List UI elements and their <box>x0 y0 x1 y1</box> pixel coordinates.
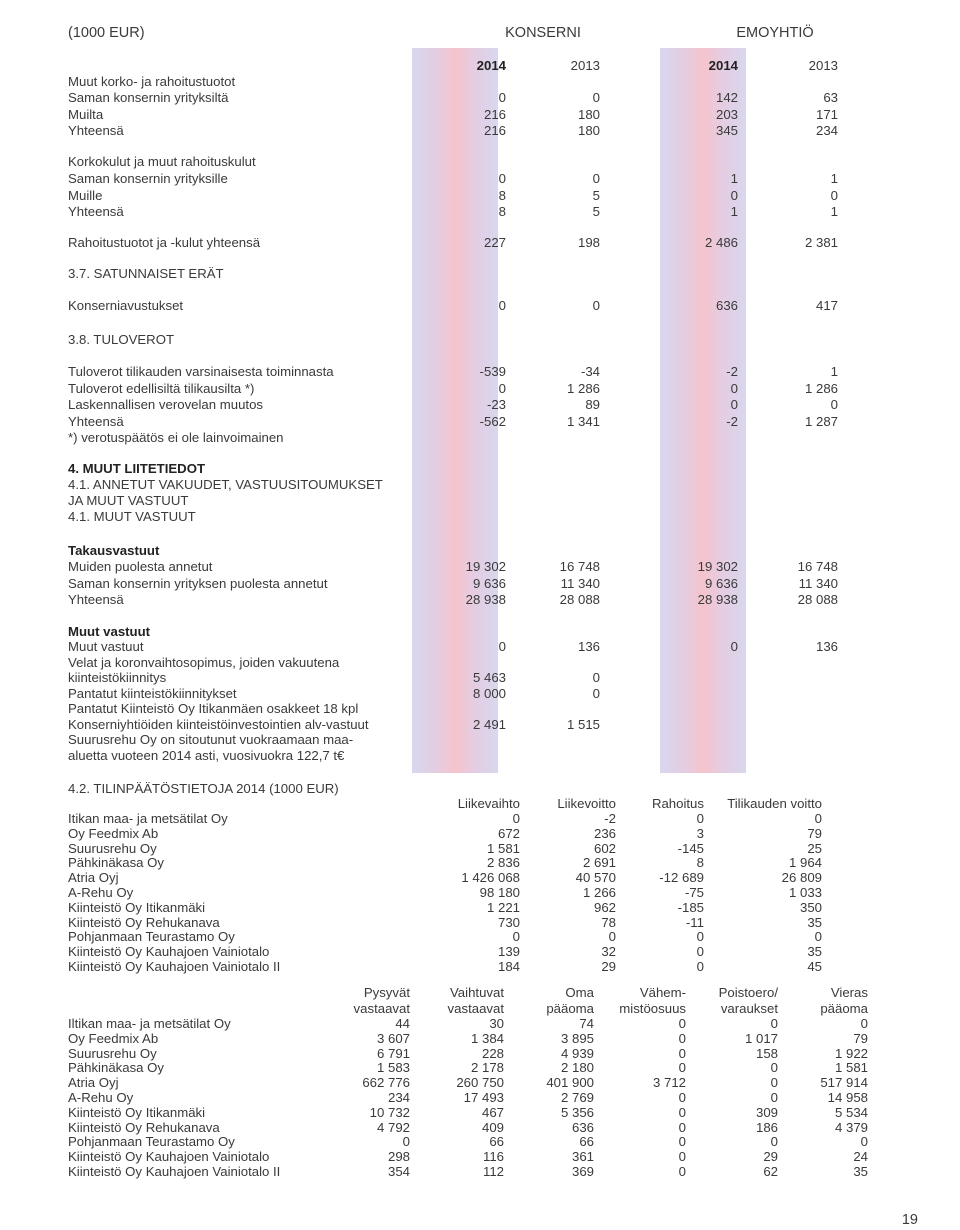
row-value: -539 <box>479 364 506 379</box>
table-cell: 158 <box>755 1045 778 1061</box>
row-value: 8 <box>498 204 506 219</box>
row-label: Saman konsernin yrityksiltä <box>68 90 229 105</box>
table-cell: 186 <box>755 1119 778 1135</box>
table-cell: 354 <box>387 1164 410 1179</box>
table-cell: 0 <box>770 1075 778 1091</box>
table-cell: 17 493 <box>463 1090 504 1105</box>
table-cell: 66 <box>489 1134 504 1150</box>
row-label: Muilta <box>68 106 104 122</box>
row-value: 136 <box>815 639 838 654</box>
table-cell: 112 <box>482 1164 504 1179</box>
table-row-label: Kiinteistö Oy Rehukanava <box>68 914 220 930</box>
table-cell: 4 379 <box>834 1119 868 1135</box>
table-cell: 962 <box>593 899 616 915</box>
table-cell: 24 <box>853 1149 868 1165</box>
row-label: aluetta vuoteen 2014 asti, vuosivuokra 122,7 t€ <box>68 747 345 763</box>
section-heading: Muut vastuut <box>68 624 151 639</box>
table-cell: 662 776 <box>362 1075 410 1091</box>
row-label: Yhteensä <box>68 592 124 607</box>
section-heading: Korkokulut ja muut rahoituskulut <box>68 154 256 169</box>
footnote: *) verotuspäätös ei ole lainvoimainen <box>68 430 284 445</box>
table-row-label: Kiinteistö Oy Kauhajoen Vainiotalo <box>68 944 270 960</box>
table-cell: 0 <box>678 1134 686 1150</box>
row-value: 0 <box>592 685 600 701</box>
table-cell: 234 <box>387 1090 410 1105</box>
table-cell: 74 <box>579 1016 594 1031</box>
table-cell: 8 <box>696 855 704 871</box>
section-heading: JA MUUT VASTUUT <box>68 493 189 508</box>
row-value: 16 748 <box>797 559 838 574</box>
section-heading: 4.1. ANNETUT VAKUUDET, VASTUUSITOUMUKSET <box>68 477 383 492</box>
table-cell: 45 <box>807 959 822 974</box>
row-label: Muut vastuut <box>68 639 144 654</box>
table-cell: 0 <box>696 929 704 945</box>
row-value: -2 <box>726 364 738 379</box>
table-cell: 0 <box>696 944 704 960</box>
row-value: 19 302 <box>697 559 738 574</box>
row-value: 417 <box>815 298 838 313</box>
row-value: 1 <box>830 364 838 379</box>
table-cell: 44 <box>395 1016 410 1031</box>
row-value: 227 <box>483 235 506 250</box>
row-label: kiinteistökiinnitys <box>68 670 167 685</box>
table-cell: 0 <box>678 1104 686 1120</box>
row-value: 11 340 <box>560 575 600 591</box>
table-cell: 29 <box>601 959 616 974</box>
table-cell: 0 <box>678 1030 686 1046</box>
row-value: 1 <box>730 171 738 186</box>
row-value: 0 <box>592 670 600 685</box>
year-header: 2014 <box>708 58 738 73</box>
table-cell: 78 <box>601 914 616 930</box>
page-number: 19 <box>901 1212 918 1228</box>
table-cell: 0 <box>402 1134 410 1150</box>
table-cell: 14 958 <box>827 1090 868 1105</box>
table-cell: -185 <box>677 899 704 915</box>
table-row-label: Kiinteistö Oy Kauhajoen Vainiotalo II <box>68 959 281 974</box>
row-value: 0 <box>498 639 506 654</box>
row-value: 0 <box>498 298 506 313</box>
row-value: 28 938 <box>465 592 506 607</box>
table-cell: 236 <box>593 825 616 841</box>
row-value: 8 000 <box>472 685 506 701</box>
table-cell: 730 <box>497 914 520 930</box>
table-cell: -75 <box>684 885 704 900</box>
table-row-label: Kiinteistö Oy Itikanmäki <box>68 1104 206 1120</box>
row-value: 216 <box>483 123 506 138</box>
table-cell: 1 581 <box>834 1060 868 1076</box>
table-cell: -145 <box>677 840 704 856</box>
table-cell: 2 836 <box>486 855 520 871</box>
row-value: 16 748 <box>559 559 600 574</box>
table-cell: 3 <box>696 825 704 841</box>
table-cell: 29 <box>763 1149 778 1165</box>
row-value: 19 302 <box>465 559 506 574</box>
table-cell: 0 <box>678 1016 686 1031</box>
table-cell: 409 <box>481 1119 504 1135</box>
table-cell: 32 <box>601 944 616 960</box>
table-row-label: Kiinteistö Oy Kauhajoen Vainiotalo <box>68 1149 270 1165</box>
row-value: 142 <box>715 90 738 105</box>
row-value: 0 <box>830 187 838 203</box>
row-label: Muiden puolesta annetut <box>68 559 213 574</box>
column-header: vastaavat <box>447 1001 504 1016</box>
table-cell: 0 <box>678 1149 686 1165</box>
table-cell: 40 570 <box>575 870 616 886</box>
row-value: 234 <box>815 123 838 138</box>
table-cell: 260 750 <box>456 1075 504 1091</box>
table-cell: 369 <box>571 1164 594 1179</box>
row-label: Laskennallisen verovelan muutos <box>68 397 263 412</box>
row-label: Pantatut Kiinteistö Oy Itikanmäen osakkeet 18 kpl <box>68 701 359 716</box>
row-value: 5 463 <box>472 670 506 685</box>
row-label: Tuloverot edellisiltä tilikausilta *) <box>68 380 255 396</box>
row-value: 28 088 <box>797 592 838 607</box>
table-cell: 98 180 <box>479 885 520 900</box>
row-label: Yhteensä <box>68 123 124 138</box>
row-value: 5 <box>592 204 600 219</box>
row-value: 5 <box>592 187 600 203</box>
table-cell: 184 <box>497 959 520 974</box>
column-header: pääoma <box>820 1001 868 1016</box>
konserni-heading: KONSERNI <box>505 25 581 41</box>
table-cell: 25 <box>807 840 822 856</box>
row-label: Pantatut kiinteistökiinnitykset <box>68 685 237 701</box>
table-cell: 10 732 <box>369 1104 410 1120</box>
row-value: 345 <box>715 123 738 138</box>
column-header: Poistoero/ <box>718 985 778 1000</box>
table-cell: 6 791 <box>376 1045 410 1061</box>
column-header: Vaihtuvat <box>449 985 504 1000</box>
column-header: Tilikauden voitto <box>727 796 822 811</box>
row-label: Konserniavustukset <box>68 298 184 313</box>
table-cell: 0 <box>770 1016 778 1031</box>
table-cell: 26 809 <box>781 870 822 886</box>
table-cell: 5 534 <box>834 1104 868 1120</box>
table-cell: 672 <box>497 825 520 841</box>
section-heading: 4. MUUT LIITETIEDOT <box>68 461 206 476</box>
column-header: Liikevaihto <box>457 796 520 811</box>
row-label: Suurusrehu Oy on sitoutunut vuokraamaan maa- <box>68 732 354 747</box>
table-row-label: Kiinteistö Oy Itikanmäki <box>68 899 206 915</box>
table-cell: 0 <box>678 1119 686 1135</box>
row-value: -23 <box>486 397 506 412</box>
table-cell: 79 <box>807 825 822 841</box>
row-label: Muille <box>68 187 103 203</box>
table-row-label: Atria Oyj <box>68 1075 119 1091</box>
section-heading: Takausvastuut <box>68 543 160 558</box>
row-value: 2 486 <box>704 235 738 250</box>
year-header: 2014 <box>476 58 506 73</box>
table-cell: 1 426 068 <box>461 870 520 886</box>
emoyhtio-heading: EMOYHTIÖ <box>736 25 814 41</box>
row-value: 1 286 <box>566 380 600 396</box>
table-cell: 0 <box>696 959 704 974</box>
row-value: 63 <box>823 90 838 105</box>
table-cell: 0 <box>860 1134 868 1150</box>
table-cell: 79 <box>853 1030 868 1046</box>
table-cell: -2 <box>604 811 616 826</box>
column-header: Rahoitus <box>651 796 704 811</box>
row-value: 0 <box>498 90 506 105</box>
table-cell: 0 <box>678 1090 686 1105</box>
table-cell: -12 689 <box>659 870 704 886</box>
row-label: Rahoitustuotot ja -kulut yhteensä <box>68 235 261 250</box>
row-value: 1 287 <box>804 413 838 429</box>
unit-label: (1000 EUR) <box>68 25 145 41</box>
table-cell: 467 <box>481 1104 504 1120</box>
table-cell: 0 <box>512 811 520 826</box>
row-value: 0 <box>592 298 600 313</box>
row-value: 180 <box>577 123 600 138</box>
row-value: 1 <box>830 204 838 219</box>
row-value: 2 491 <box>472 716 506 732</box>
table-cell: 361 <box>571 1149 594 1165</box>
table-cell: 0 <box>860 1016 868 1031</box>
table-row-label: Pohjanmaan Teurastamo Oy <box>68 929 235 945</box>
row-label: Saman konsernin yrityksille <box>68 171 228 186</box>
table-cell: 35 <box>807 944 822 960</box>
table-row-label: Atria Oyj <box>68 870 119 886</box>
table-cell: 35 <box>853 1164 868 1179</box>
table-cell: 3 712 <box>652 1075 686 1091</box>
row-value: -34 <box>580 364 600 379</box>
table-cell: 3 895 <box>560 1030 594 1046</box>
column-header: varaukset <box>720 1001 778 1016</box>
table-cell: 0 <box>770 1060 778 1076</box>
section-heading: 4.2. TILINPÄÄTÖSTIETOJA 2014 (1000 EUR) <box>68 781 339 796</box>
row-value: 203 <box>715 106 738 122</box>
table-cell: 350 <box>799 899 822 915</box>
table-cell: 1 922 <box>834 1045 868 1061</box>
table-cell: 62 <box>763 1164 778 1179</box>
table-row-label: Oy Feedmix Ab <box>68 825 159 841</box>
row-value: 28 938 <box>697 592 738 607</box>
table-row-label: Kiinteistö Oy Kauhajoen Vainiotalo II <box>68 1164 281 1179</box>
column-header: vastaavat <box>353 1001 410 1016</box>
row-value: 198 <box>577 235 600 250</box>
table-cell: 1 583 <box>376 1060 410 1076</box>
row-value: 8 <box>498 187 506 203</box>
table-row-label: Itikan maa- ja metsätilat Oy <box>68 811 228 826</box>
column-header: Vieras <box>830 985 868 1000</box>
row-value: 136 <box>577 639 600 654</box>
table-cell: 0 <box>814 929 822 945</box>
row-label: Yhteensä <box>68 204 124 219</box>
row-value: 180 <box>577 106 600 122</box>
table-cell: 401 900 <box>546 1075 594 1091</box>
table-cell: 517 914 <box>820 1075 868 1091</box>
row-label: Saman konsernin yrityksen puolesta annetut <box>68 575 328 591</box>
table-row-label: Pohjanmaan Teurastamo Oy <box>68 1134 235 1150</box>
section-heading: 3.7. SATUNNAISET ERÄT <box>68 266 224 281</box>
section-heading: Muut korko- ja rahoitustuotot <box>68 74 236 89</box>
column-header: Vähem- <box>639 985 686 1000</box>
row-value: 0 <box>830 397 838 412</box>
table-cell: 1 964 <box>788 855 822 871</box>
table-row-label: Kiinteistö Oy Rehukanava <box>68 1119 220 1135</box>
row-value: -562 <box>479 413 506 429</box>
table-cell: -11 <box>685 914 704 930</box>
row-value: 0 <box>730 187 738 203</box>
row-value: 0 <box>592 90 600 105</box>
row-value: -2 <box>726 413 738 429</box>
row-value: 11 340 <box>798 575 838 591</box>
table-cell: 228 <box>481 1045 504 1061</box>
row-label: Konserniyhtiöiden kiinteistöinvestointien alv-vastuut <box>68 716 369 732</box>
row-label: Yhteensä <box>68 413 124 429</box>
table-cell: 0 <box>512 929 520 945</box>
table-cell: 0 <box>608 929 616 945</box>
table-cell: 0 <box>678 1164 686 1179</box>
row-value: 216 <box>483 106 506 122</box>
table-cell: 0 <box>770 1134 778 1150</box>
table-cell: 66 <box>579 1134 594 1150</box>
table-cell: 0 <box>678 1045 686 1061</box>
section-heading: 4.1. MUUT VASTUUT <box>68 509 196 524</box>
row-value: 1 286 <box>804 380 838 396</box>
row-value: 0 <box>730 380 738 396</box>
table-cell: 116 <box>482 1149 504 1165</box>
row-value: 0 <box>592 171 600 186</box>
table-cell: 602 <box>593 840 616 856</box>
row-value: 0 <box>498 380 506 396</box>
table-cell: 1 221 <box>486 899 520 915</box>
row-value: 9 636 <box>704 575 738 591</box>
table-cell: 30 <box>489 1016 504 1031</box>
section-heading: 3.8. TULOVEROT <box>68 332 175 347</box>
table-cell: 0 <box>678 1060 686 1076</box>
table-cell: 2 178 <box>470 1060 504 1076</box>
table-cell: 1 581 <box>486 840 520 856</box>
table-row-label: Pähkinäkasa Oy <box>68 855 165 871</box>
table-cell: 139 <box>497 944 520 960</box>
row-value: 2 381 <box>804 235 838 250</box>
table-cell: 0 <box>770 1090 778 1105</box>
column-header: Oma <box>565 985 594 1000</box>
table-cell: 1 384 <box>470 1030 504 1046</box>
table-cell: 298 <box>387 1149 410 1165</box>
row-value: 171 <box>815 106 838 122</box>
table-row-label: A-Rehu Oy <box>68 885 134 900</box>
year-header: 2013 <box>570 58 600 73</box>
table-cell: 0 <box>696 811 704 826</box>
row-value: 636 <box>715 298 738 313</box>
row-value: 1 515 <box>566 716 600 732</box>
table-cell: 5 356 <box>560 1104 594 1120</box>
table-cell: 1 017 <box>744 1030 778 1046</box>
table-row-label: Oy Feedmix Ab <box>68 1030 159 1046</box>
table-cell: 2 691 <box>582 855 616 871</box>
table-cell: 309 <box>755 1104 778 1120</box>
column-header: pääoma <box>546 1001 594 1016</box>
table-cell: 1 033 <box>788 885 822 900</box>
row-value: 0 <box>730 639 738 654</box>
table-cell: 0 <box>814 811 822 826</box>
row-value: 28 088 <box>559 592 600 607</box>
table-cell: 4 939 <box>560 1045 594 1061</box>
column-header: Pysyvät <box>363 985 410 1000</box>
row-label: Tuloverot tilikauden varsinaisesta toiminnasta <box>68 364 334 379</box>
row-value: 1 <box>730 204 738 219</box>
table-row-label: A-Rehu Oy <box>68 1090 134 1105</box>
column-header: mistöosuus <box>619 1001 686 1016</box>
table-row-label: Suurusrehu Oy <box>68 1045 157 1061</box>
table-cell: 636 <box>571 1119 594 1135</box>
table-row-label: Suurusrehu Oy <box>68 840 157 856</box>
row-value: 1 <box>830 171 838 186</box>
column-header: Liikevoitto <box>557 796 616 811</box>
table-cell: 35 <box>807 914 822 930</box>
table-cell: 2 180 <box>560 1060 594 1076</box>
row-value: 0 <box>498 171 506 186</box>
year-header: 2013 <box>808 58 838 73</box>
row-value: 9 636 <box>472 575 506 591</box>
row-value: 0 <box>730 397 738 412</box>
row-label: Velat ja koronvaihtosopimus, joiden vakuutena <box>68 654 340 670</box>
table-cell: 3 607 <box>376 1030 410 1046</box>
table-cell: 2 769 <box>560 1090 594 1105</box>
table-cell: 4 792 <box>376 1119 410 1135</box>
row-value: 89 <box>585 397 600 412</box>
table-cell: 1 266 <box>582 885 616 900</box>
table-row-label: Pähkinäkasa Oy <box>68 1060 165 1076</box>
row-value: 1 341 <box>566 413 600 429</box>
table-row-label: Iltikan maa- ja metsätilat Oy <box>68 1016 231 1031</box>
